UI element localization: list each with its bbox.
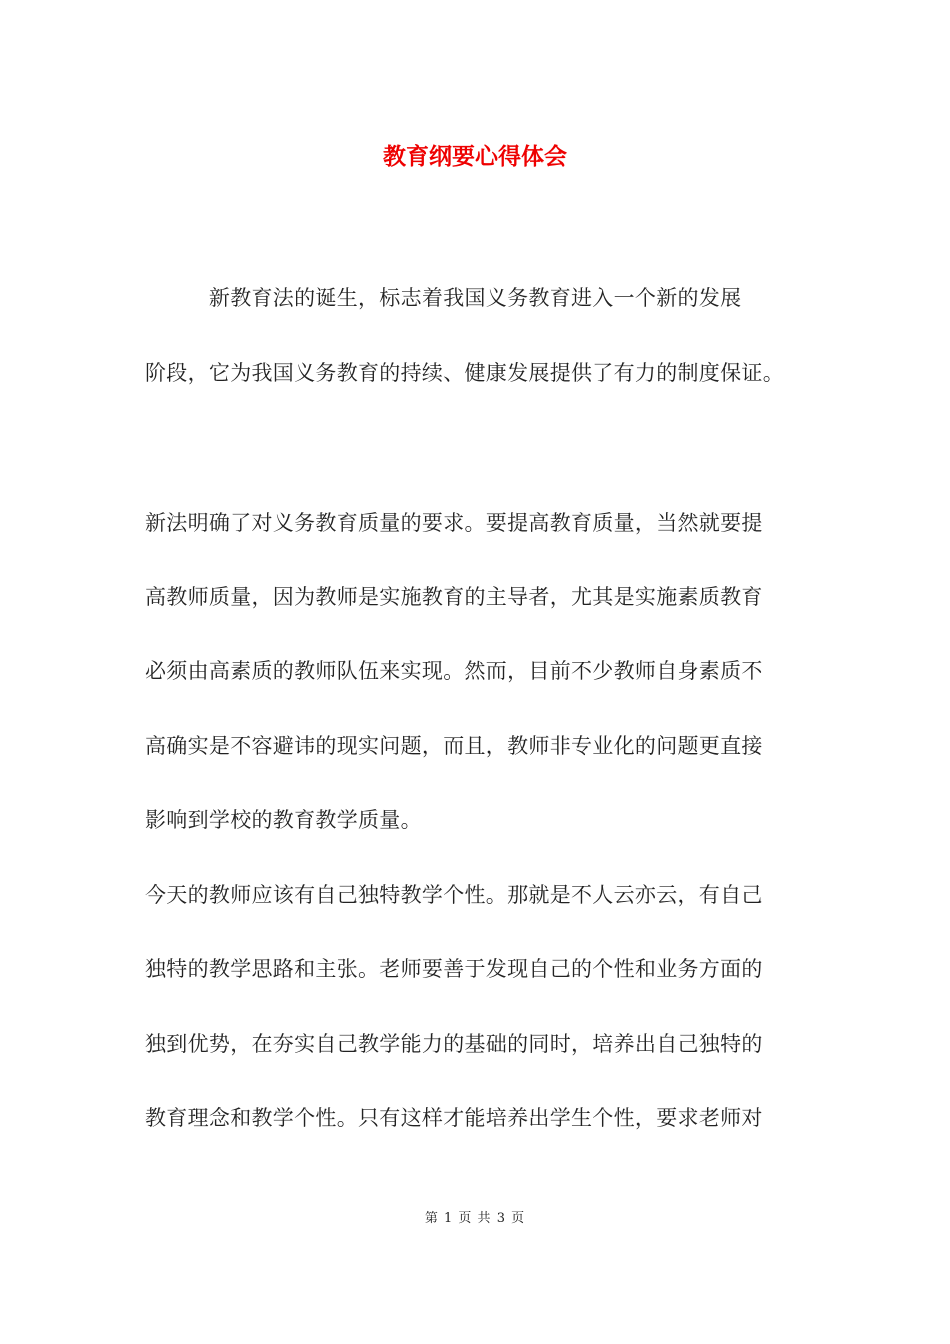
text-line: 今天的教师应该有自己独特教学个性。那就是不人云亦云，有自己 xyxy=(145,883,763,907)
document-title: 教育纲要心得体会 xyxy=(383,143,567,170)
text-line: 新法明确了对义务教育质量的要求。要提高教育质量，当然就要提 xyxy=(145,511,763,535)
text-line: 高确实是不容避讳的现实问题，而且，教师非专业化的问题更直接 xyxy=(145,734,763,758)
text-line: 阶段，它为我国义务教育的持续、健康发展提供了有力的制度保证。 xyxy=(145,361,784,385)
text-line: 教育理念和教学个性。只有这样才能培养出学生个性，要求老师对 xyxy=(145,1106,763,1130)
text-line: 独到优势，在夯实自己教学能力的基础的同时，培养出自己独特的 xyxy=(145,1032,763,1056)
text-line: 独特的教学思路和主张。老师要善于发现自己的个性和业务方面的 xyxy=(145,957,763,981)
text-line: 高教师质量，因为教师是实施教育的主导者，尤其是实施素质教育 xyxy=(145,585,763,609)
text-line: 必须由高素质的教师队伍来实现。然而，目前不少教师自身素质不 xyxy=(145,659,763,683)
text-line: 新教育法的诞生，标志着我国义务教育进入一个新的发展 xyxy=(145,286,742,310)
page-number-footer: 第 1 页 共 3 页 xyxy=(424,1211,526,1226)
text-line: 影响到学校的教育教学质量。 xyxy=(145,808,422,832)
